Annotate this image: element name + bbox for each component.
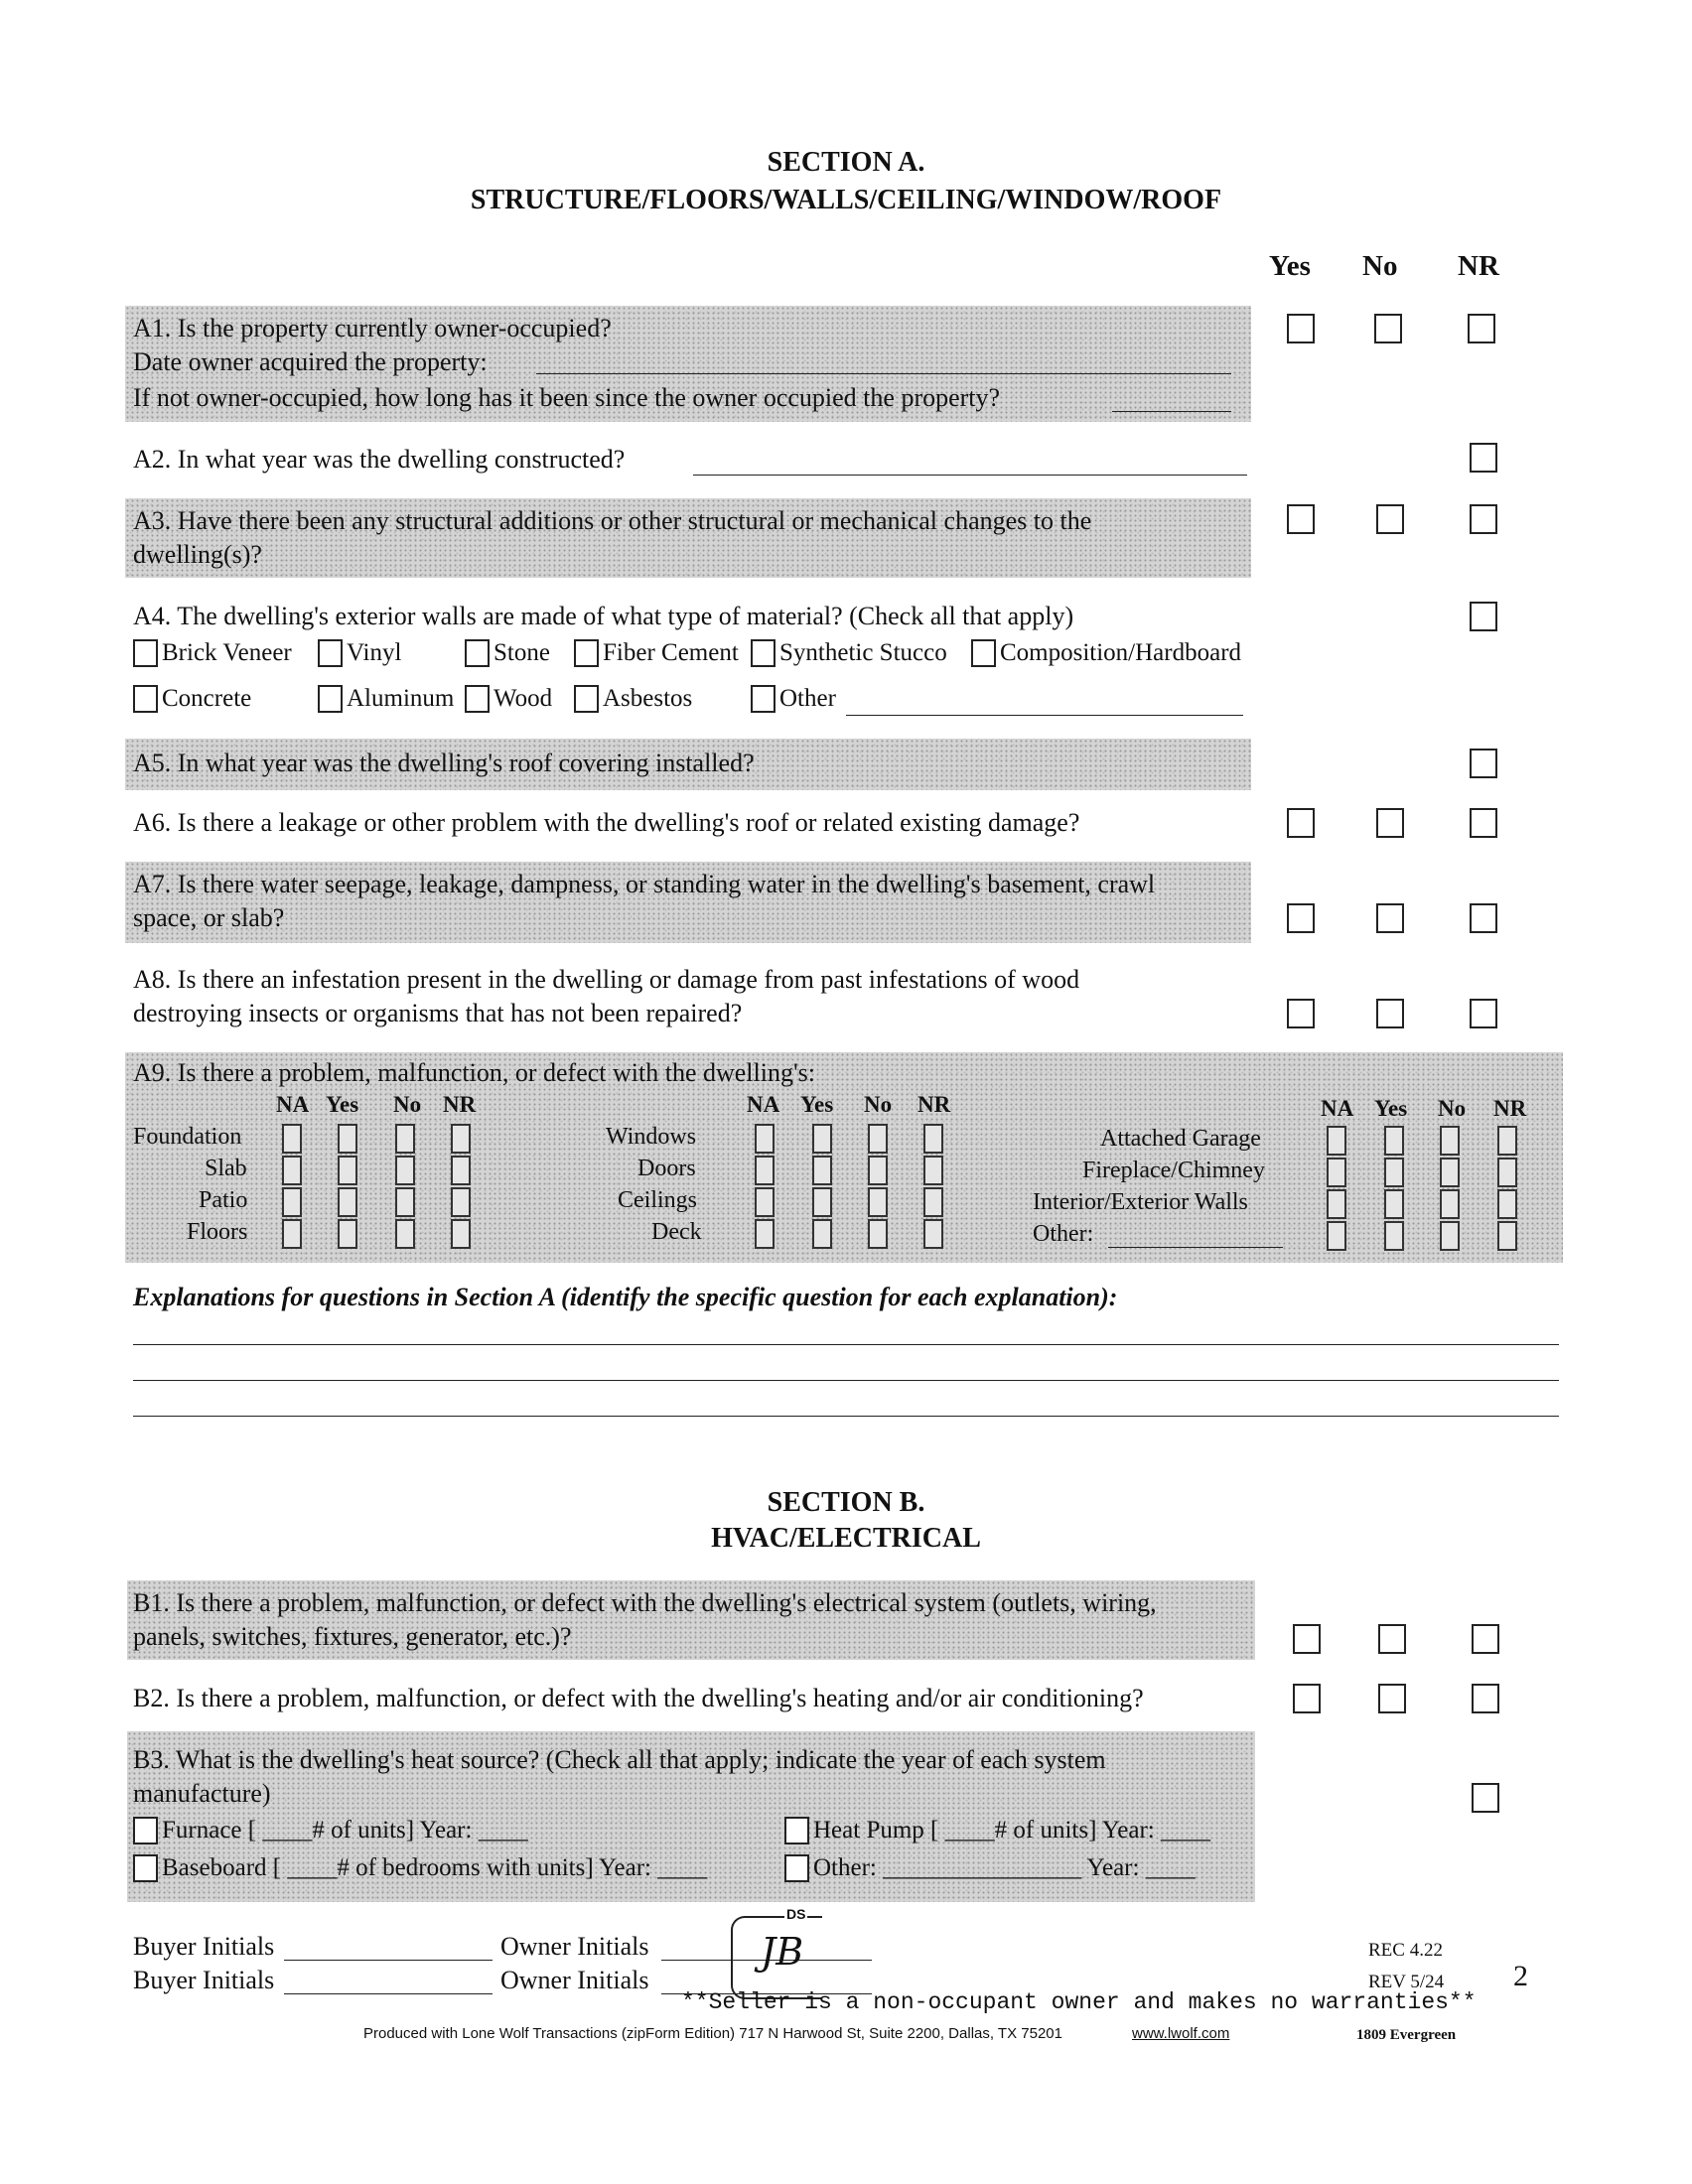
- windows-na-checkbox[interactable]: [755, 1124, 775, 1154]
- a3-no-checkbox[interactable]: [1376, 504, 1404, 534]
- section-a-subheading: STRUCTURE/FLOORS/WALLS/CEILING/WINDOW/ROOF: [470, 185, 1222, 215]
- section-a-explanations-label: Explanations for questions in Section A (identify the specific question for each explanation):: [133, 1283, 1118, 1311]
- owner-initials-label-2: Owner Initials: [500, 1966, 649, 1994]
- a2-nr-checkbox[interactable]: [1470, 443, 1497, 473]
- a9-label-doors: Doors: [637, 1156, 696, 1181]
- patio-na-checkbox[interactable]: [282, 1187, 302, 1217]
- brick-veneer-label: Brick Veneer: [162, 639, 292, 666]
- stone-label: Stone: [494, 639, 550, 666]
- a9-g1-col-nr: NR: [443, 1092, 477, 1117]
- b3-question-line1: B3. What is the dwelling's heat source? (Check all that apply; indicate the year of each system: [133, 1745, 1106, 1774]
- wood-checkbox[interactable]: [465, 685, 490, 713]
- concrete-label: Concrete: [162, 685, 252, 712]
- ceilings-na-checkbox[interactable]: [755, 1187, 775, 1217]
- a7-question-line2: space, or slab?: [133, 903, 285, 932]
- furnace-label: Furnace [ ____# of units] Year: ____: [162, 1817, 528, 1843]
- a4-option-aluminum[interactable]: [318, 685, 454, 713]
- a4-option-composition[interactable]: [971, 639, 1241, 667]
- a4-option-fiber-cement[interactable]: [574, 639, 739, 667]
- walls-yes-checkbox[interactable]: [1384, 1189, 1404, 1219]
- a9-g1-col-na: NA: [276, 1092, 310, 1117]
- a9-g1-col-yes: Yes: [326, 1092, 359, 1117]
- initials-signature: JB: [761, 1930, 804, 1974]
- b3-furnace-option[interactable]: [133, 1817, 528, 1844]
- a4-option-synthetic-stucco[interactable]: [751, 639, 947, 667]
- a8-question-line2: destroying insects or organisms that has not been repaired?: [133, 999, 743, 1027]
- b3-baseboard-option[interactable]: [133, 1854, 707, 1882]
- fireplace-yes-checkbox[interactable]: [1384, 1158, 1404, 1187]
- composition-checkbox[interactable]: [971, 639, 996, 667]
- a7-no-checkbox[interactable]: [1376, 903, 1404, 933]
- a9-label-foundation: Foundation: [133, 1124, 242, 1150]
- garage-nr-checkbox[interactable]: [1497, 1126, 1517, 1156]
- a9-g3-col-na: NA: [1321, 1096, 1354, 1121]
- baseboard-label: Baseboard [ ____# of bedrooms with units] Year: ____: [162, 1854, 708, 1881]
- baseboard-checkbox[interactable]: [133, 1854, 158, 1882]
- buyer-initials-label-2: Buyer Initials: [133, 1966, 275, 1994]
- a4-question: A4. The dwelling's exterior walls are made of what type of material? (Check all that apply): [133, 602, 1074, 630]
- a9-question: A9. Is there a problem, malfunction, or defect with the dwelling's:: [133, 1058, 815, 1087]
- rec-code: REC 4.22: [1368, 1940, 1443, 1961]
- slab-nr-checkbox[interactable]: [451, 1156, 471, 1185]
- page-number: 2: [1513, 1960, 1528, 1992]
- a5-question: A5. In what year was the dwelling's roof covering installed?: [133, 749, 755, 777]
- vinyl-checkbox[interactable]: [318, 639, 343, 667]
- other-na-checkbox[interactable]: [1327, 1221, 1346, 1251]
- patio-no-checkbox[interactable]: [395, 1187, 415, 1217]
- a4-option-brick-veneer[interactable]: [133, 639, 292, 667]
- a1-date-label: Date owner acquired the property:: [133, 347, 488, 376]
- doors-na-checkbox[interactable]: [755, 1156, 775, 1185]
- other-nr-checkbox[interactable]: [1497, 1221, 1517, 1251]
- a9-label-floors: Floors: [187, 1219, 248, 1245]
- section-b-subheading: HVAC/ELECTRICAL: [711, 1523, 981, 1554]
- b1-nr-checkbox[interactable]: [1472, 1624, 1499, 1654]
- b2-no-checkbox[interactable]: [1378, 1684, 1406, 1713]
- windows-nr-checkbox[interactable]: [923, 1124, 943, 1154]
- furnace-checkbox[interactable]: [133, 1817, 158, 1844]
- a9-label-attached-garage: Attached Garage: [1100, 1126, 1261, 1152]
- a2-year-field[interactable]: [693, 475, 1247, 476]
- a9-label-fireplace: Fireplace/Chimney: [1082, 1158, 1265, 1183]
- patio-yes-checkbox[interactable]: [338, 1187, 357, 1217]
- b1-no-checkbox[interactable]: [1378, 1624, 1406, 1654]
- a9-g3-col-yes: Yes: [1374, 1096, 1408, 1121]
- ceilings-nr-checkbox[interactable]: [923, 1187, 943, 1217]
- a9-g3-col-nr: NR: [1493, 1096, 1527, 1121]
- a1-nr-checkbox[interactable]: [1468, 314, 1495, 343]
- asbestos-checkbox[interactable]: [574, 685, 599, 713]
- a3-yes-checkbox[interactable]: [1287, 504, 1315, 534]
- slab-no-checkbox[interactable]: [395, 1156, 415, 1185]
- a4-option-wood[interactable]: [465, 685, 552, 713]
- a7-question-line1: A7. Is there water seepage, leakage, dampness, or standing water in the dwelling's basement, crawl: [133, 870, 1156, 898]
- doors-nr-checkbox[interactable]: [923, 1156, 943, 1185]
- section-a-heading: SECTION A.: [767, 147, 925, 178]
- a1-duration-field[interactable]: [1112, 411, 1231, 412]
- a7-yes-checkbox[interactable]: [1287, 903, 1315, 933]
- buyer-initials-label-1: Buyer Initials: [133, 1932, 275, 1961]
- garage-yes-checkbox[interactable]: [1384, 1126, 1404, 1156]
- explanation-line-2[interactable]: [133, 1380, 1559, 1381]
- col-no-header: No: [1362, 250, 1398, 282]
- b1-question-line1: B1. Is there a problem, malfunction, or defect with the dwelling's electrical system (outlets, wiring,: [133, 1588, 1157, 1617]
- a2-question: A2. In what year was the dwelling constructed?: [133, 445, 626, 474]
- a8-yes-checkbox[interactable]: [1287, 999, 1315, 1028]
- floors-no-checkbox[interactable]: [395, 1219, 415, 1249]
- other-checkbox[interactable]: [751, 685, 776, 713]
- fireplace-nr-checkbox[interactable]: [1497, 1158, 1517, 1187]
- a4-option-concrete[interactable]: [133, 685, 251, 713]
- slab-yes-checkbox[interactable]: [338, 1156, 357, 1185]
- a6-question: A6. Is there a leakage or other problem with the dwelling's roof or related existing damage?: [133, 808, 1080, 837]
- walls-nr-checkbox[interactable]: [1497, 1189, 1517, 1219]
- a9-label-other: Other:: [1033, 1221, 1094, 1247]
- asbestos-label: Asbestos: [603, 685, 693, 712]
- deck-yes-checkbox[interactable]: [812, 1219, 832, 1249]
- lwolf-link[interactable]: www.lwolf.com: [1132, 2025, 1230, 2042]
- a7-nr-checkbox[interactable]: [1470, 903, 1497, 933]
- a4-option-stone[interactable]: [465, 639, 550, 667]
- buyer-initials-field-1[interactable]: [284, 1960, 493, 1961]
- synthetic-stucco-label: Synthetic Stucco: [779, 639, 947, 666]
- a1-yes-checkbox[interactable]: [1287, 314, 1315, 343]
- foundation-nr-checkbox[interactable]: [451, 1124, 471, 1154]
- a6-nr-checkbox[interactable]: [1470, 808, 1497, 838]
- walls-na-checkbox[interactable]: [1327, 1189, 1346, 1219]
- fiber-cement-checkbox[interactable]: [574, 639, 599, 667]
- owner-initials-label-1: Owner Initials: [500, 1932, 649, 1961]
- ceilings-no-checkbox[interactable]: [868, 1187, 888, 1217]
- a9-g2-col-yes: Yes: [800, 1092, 834, 1117]
- doors-no-checkbox[interactable]: [868, 1156, 888, 1185]
- patio-nr-checkbox[interactable]: [451, 1187, 471, 1217]
- a9-other-field[interactable]: [1108, 1247, 1283, 1248]
- heatpump-checkbox[interactable]: [784, 1817, 809, 1844]
- a9-g2-col-na: NA: [747, 1092, 780, 1117]
- a3-nr-checkbox[interactable]: [1470, 504, 1497, 534]
- seller-note: **Seller is a non-occupant owner and makes no warranties**: [681, 1989, 1477, 2015]
- garage-na-checkbox[interactable]: [1327, 1126, 1346, 1156]
- floors-nr-checkbox[interactable]: [451, 1219, 471, 1249]
- windows-no-checkbox[interactable]: [868, 1124, 888, 1154]
- deck-na-checkbox[interactable]: [755, 1219, 775, 1249]
- docusign-tag: DS: [786, 1906, 806, 1922]
- slab-na-checkbox[interactable]: [282, 1156, 302, 1185]
- buyer-initials-field-2[interactable]: [284, 1993, 493, 1994]
- fiber-cement-label: Fiber Cement: [603, 639, 739, 666]
- a1-occupied-label: If not owner-occupied, how long has it been since the owner occupied the property?: [133, 383, 1001, 412]
- a8-question-line1: A8. Is there an infestation present in the dwelling or damage from past infestations of wood: [133, 965, 1080, 994]
- other-label: Other: [779, 685, 836, 712]
- rev-code: REV 5/24: [1368, 1972, 1445, 1992]
- section-b-heading: SECTION B.: [767, 1487, 925, 1518]
- property-address: 1809 Evergreen: [1356, 2027, 1457, 2043]
- produced-with-line: Produced with Lone Wolf Transactions (zipForm Edition) 717 N Harwood St, Suite 2200, Dallas, TX 75201: [363, 2025, 1062, 2042]
- foundation-no-checkbox[interactable]: [395, 1124, 415, 1154]
- foundation-na-checkbox[interactable]: [282, 1124, 302, 1154]
- composition-label: Composition/Hardboard: [1000, 639, 1242, 666]
- doors-yes-checkbox[interactable]: [812, 1156, 832, 1185]
- a3-question-line1: A3. Have there been any structural additions or other structural or mechanical changes to the: [133, 506, 1092, 535]
- a1-question: A1. Is the property currently owner-occupied?: [133, 314, 612, 342]
- a4-other-field[interactable]: [846, 715, 1243, 716]
- explanation-line-3[interactable]: [133, 1416, 1559, 1417]
- a1-no-checkbox[interactable]: [1374, 314, 1402, 343]
- deck-nr-checkbox[interactable]: [923, 1219, 943, 1249]
- heatpump-label: Heat Pump [ ____# of units] Year: ____: [813, 1817, 1210, 1843]
- a6-no-checkbox[interactable]: [1376, 808, 1404, 838]
- ceilings-yes-checkbox[interactable]: [812, 1187, 832, 1217]
- explanation-line-1[interactable]: [133, 1344, 1559, 1345]
- a8-nr-checkbox[interactable]: [1470, 999, 1497, 1028]
- brick-veneer-checkbox[interactable]: [133, 639, 158, 667]
- b2-question: B2. Is there a problem, malfunction, or defect with the dwelling's heating and/or air conditioning?: [133, 1684, 1144, 1712]
- b3-other-option[interactable]: [784, 1854, 1196, 1882]
- other-no-checkbox[interactable]: [1440, 1221, 1460, 1251]
- other-yes-checkbox[interactable]: [1384, 1221, 1404, 1251]
- aluminum-label: Aluminum: [347, 685, 455, 712]
- a9-label-deck: Deck: [651, 1219, 702, 1245]
- a9-label-walls: Interior/Exterior Walls: [1033, 1189, 1248, 1215]
- a9-g1-col-no: No: [393, 1092, 422, 1117]
- garage-no-checkbox[interactable]: [1440, 1126, 1460, 1156]
- a5-nr-checkbox[interactable]: [1470, 749, 1497, 778]
- walls-no-checkbox[interactable]: [1440, 1189, 1460, 1219]
- col-nr-header: NR: [1458, 250, 1499, 282]
- a6-yes-checkbox[interactable]: [1287, 808, 1315, 838]
- b1-yes-checkbox[interactable]: [1293, 1624, 1321, 1654]
- a9-label-slab: Slab: [205, 1156, 247, 1181]
- a8-no-checkbox[interactable]: [1376, 999, 1404, 1028]
- foundation-yes-checkbox[interactable]: [338, 1124, 357, 1154]
- aluminum-checkbox[interactable]: [318, 685, 343, 713]
- b2-yes-checkbox[interactable]: [1293, 1684, 1321, 1713]
- wood-label: Wood: [494, 685, 553, 712]
- a4-option-other[interactable]: [751, 685, 836, 713]
- floors-yes-checkbox[interactable]: [338, 1219, 357, 1249]
- floors-na-checkbox[interactable]: [282, 1219, 302, 1249]
- a9-label-patio: Patio: [199, 1187, 248, 1213]
- windows-yes-checkbox[interactable]: [812, 1124, 832, 1154]
- a4-option-asbestos[interactable]: [574, 685, 692, 713]
- stone-checkbox[interactable]: [465, 639, 490, 667]
- a9-label-windows: Windows: [606, 1124, 697, 1150]
- b1-question-line2: panels, switches, fixtures, generator, etc.)?: [133, 1622, 572, 1651]
- a1-date-field[interactable]: [536, 373, 1231, 374]
- b3-heatpump-option[interactable]: [784, 1817, 1210, 1844]
- b2-nr-checkbox[interactable]: [1472, 1684, 1499, 1713]
- a9-g2-col-no: No: [864, 1092, 893, 1117]
- b3-question-line2: manufacture): [133, 1779, 271, 1808]
- b3-nr-checkbox[interactable]: [1472, 1783, 1499, 1813]
- a4-nr-checkbox[interactable]: [1470, 602, 1497, 631]
- a3-question-line2: dwelling(s)?: [133, 540, 262, 569]
- b3-other-label: Other: ________________ Year: ____: [813, 1854, 1196, 1881]
- a9-g3-col-no: No: [1438, 1096, 1467, 1121]
- fireplace-na-checkbox[interactable]: [1327, 1158, 1346, 1187]
- deck-no-checkbox[interactable]: [868, 1219, 888, 1249]
- b3-other-checkbox[interactable]: [784, 1854, 809, 1882]
- a9-g2-col-nr: NR: [917, 1092, 951, 1117]
- a4-option-vinyl[interactable]: [318, 639, 401, 667]
- synthetic-stucco-checkbox[interactable]: [751, 639, 776, 667]
- concrete-checkbox[interactable]: [133, 685, 158, 713]
- vinyl-label: Vinyl: [347, 639, 402, 666]
- a9-label-ceilings: Ceilings: [618, 1187, 698, 1213]
- col-yes-header: Yes: [1269, 250, 1311, 282]
- fireplace-no-checkbox[interactable]: [1440, 1158, 1460, 1187]
